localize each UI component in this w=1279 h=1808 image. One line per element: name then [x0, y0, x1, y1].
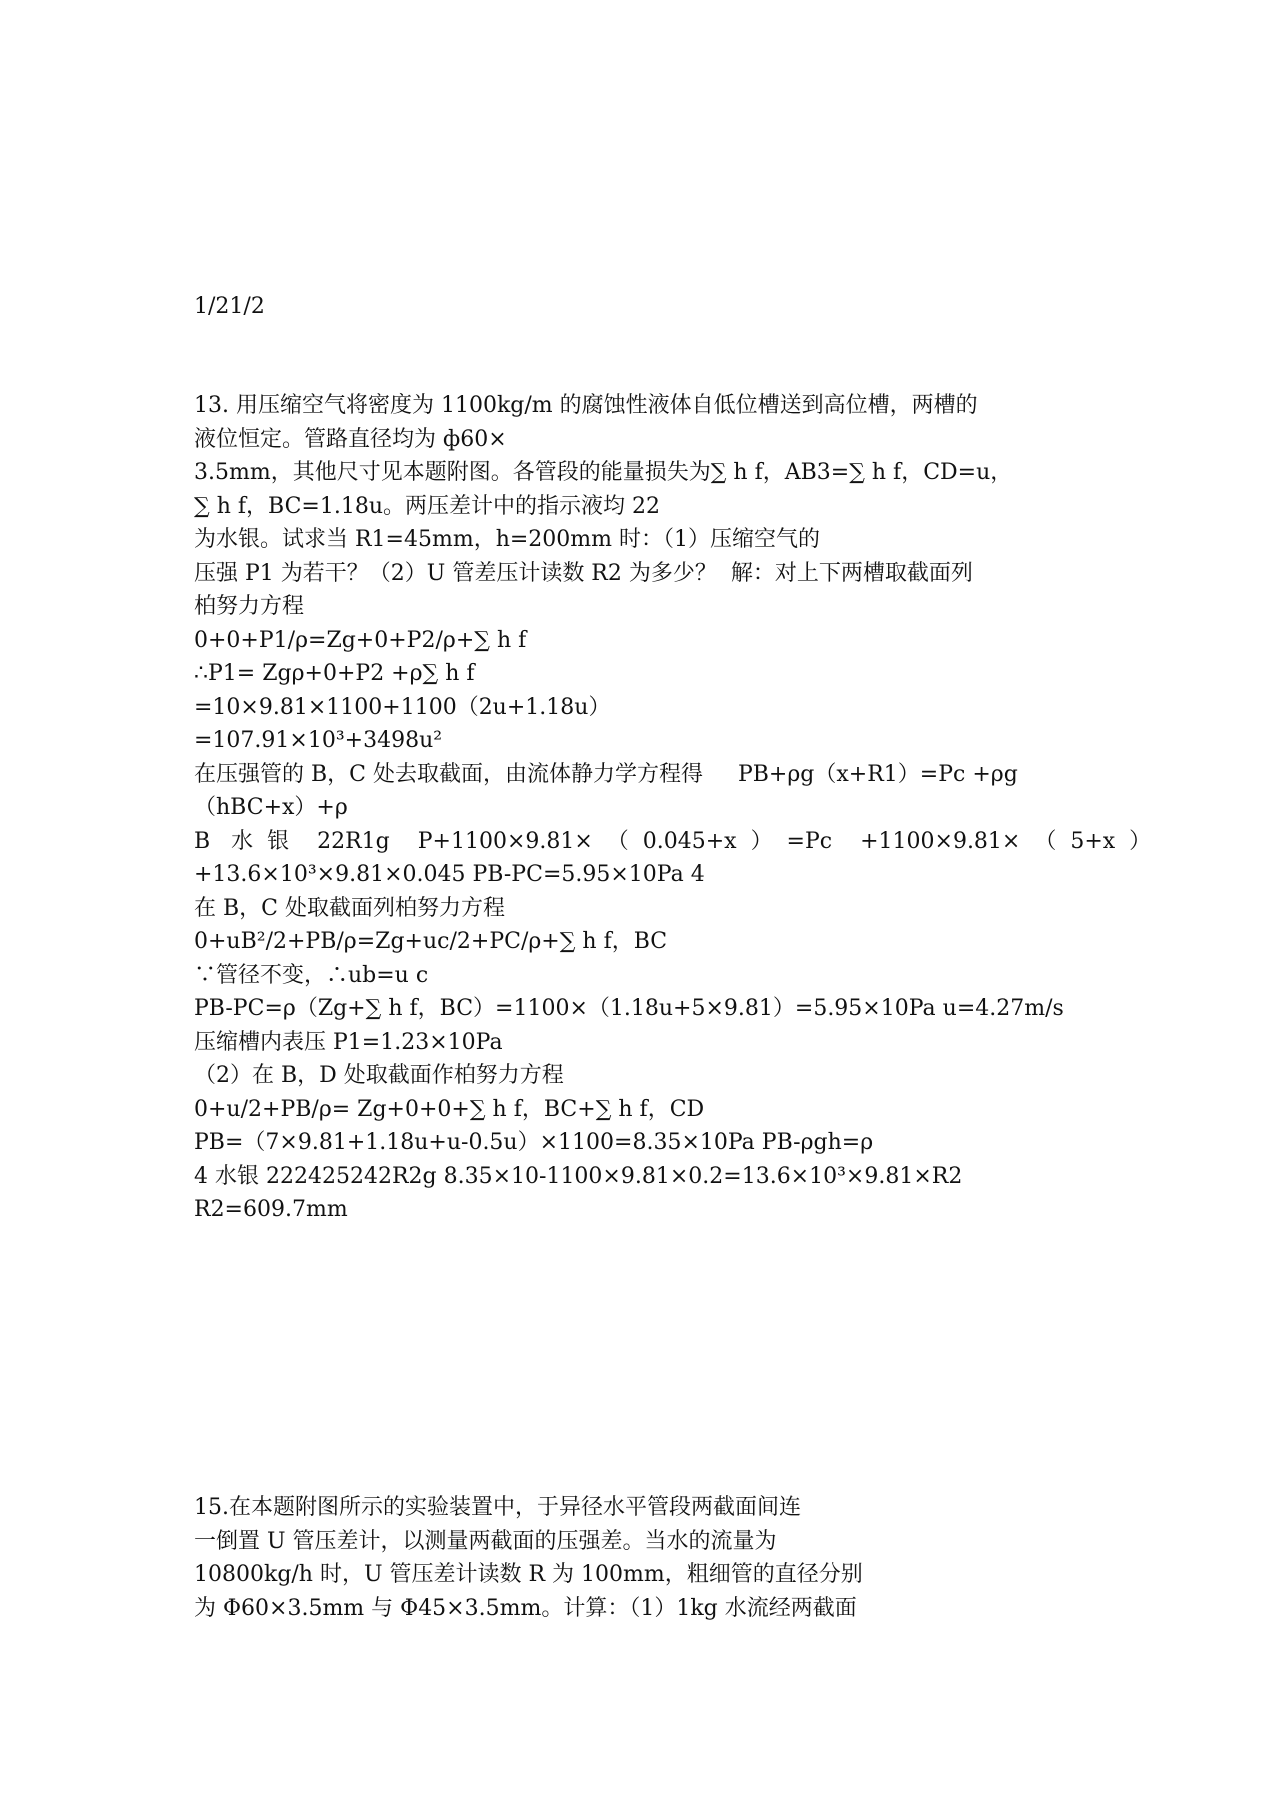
text-line: =10×9.81×1100+1100（2u+1.18u）: [194, 694, 611, 720]
text-line: R2=609.7mm: [194, 1197, 348, 1222]
text-line: 为水银。试求当 R1=45mm，h=200mm 时：（1）压缩空气的: [194, 527, 821, 552]
text-line: 一倒置 U 管压差计，以测量两截面的压强差。当水的流量为: [194, 1528, 777, 1554]
text-line: 在压强管的 B，C 处去取截面，由流体静力学方程得 PB+ρg（x+R1）=Pc +ρg: [194, 761, 1018, 787]
text-line: 15.在本题附图所示的实验装置中，于异径水平管段两截面间连: [194, 1495, 801, 1520]
text-line: 0+uB²/2+PB/ρ=Zg+uc/2+PC/ρ+∑ h f，BC: [194, 929, 668, 954]
text-line: PB-PC=ρ（Zg+∑ h f，BC）=1100×（1.18u+5×9.81）=5.95×10Pa u=4.27m/s: [194, 996, 1064, 1021]
text-line: =107.91×10³+3498u²: [194, 728, 443, 753]
problem-15: [194, 1491, 1094, 1625]
text-line: 4 水银 222425242R2g 8.35×10-1100×9.81×0.2=13.6×10³×9.81×R2: [194, 1163, 963, 1189]
text-line: 3.5mm，其他尺寸见本题附图。各管段的能量损失为∑ h f，AB3=∑ h f，CD=u，: [194, 460, 1013, 485]
problem-13: [194, 389, 1152, 1227]
text-line: 在 B，C 处取截面列柏努力方程: [194, 895, 505, 921]
text-line: 10800kg/h 时，U 管压差计读数 R 为 100mm，粗细管的直径分别: [194, 1562, 863, 1587]
text-line: ∑ h f，BC=1.18u。两压差计中的指示液均 22: [194, 493, 660, 519]
text-line: （2）在 B，D 处取截面作柏努力方程: [194, 1063, 564, 1088]
text-line: 0+0+P1/ρ=Zg+0+P2/ρ+∑ h f: [194, 627, 527, 653]
text-line: 液位恒定。管路直径均为 ф60×: [194, 426, 507, 452]
text-line: 0+u/2+PB/ρ= Zg+0+0+∑ h f，BC+∑ h f，CD: [194, 1096, 705, 1122]
text-line: 柏努力方程: [194, 594, 305, 619]
text-line: PB=（7×9.81+1.18u+u-0.5u）×1100=8.35×10Pa PB-ρgh=ρ: [194, 1130, 874, 1155]
text-line: 为 Φ60×3.5mm 与 Φ45×3.5mm。计算：（1）1kg 水流经两截面: [194, 1595, 857, 1621]
text-line: （hBC+x）+ρ: [194, 795, 348, 820]
text-line: +13.6×10³×9.81×0.045 PB-PC=5.95×10Pa 4: [194, 862, 705, 887]
page-date: 1/21/2: [194, 294, 265, 319]
text-line: 压强 P1 为若干？（2）U 管差压计读数 R2 为多少？ 解：对上下两槽取截面列: [194, 560, 973, 586]
text-line: ∵管径不变，∴ub=u c: [194, 962, 429, 988]
text-line: ∴P1= Zgρ+0+P2 +ρ∑ h f: [194, 661, 475, 686]
text-line: 压缩槽内表压 P1=1.23×10Pa: [194, 1029, 503, 1055]
text-line: 13. 用压缩空气将密度为 1100kg/m 的腐蚀性液体自低位槽送到高位槽，两槽的: [194, 393, 978, 418]
text-line: B 水 银 22R1g P+1100×9.81× （ 0.045+x ） =Pc +1100×9.81× （ 5+x ）: [194, 828, 1152, 854]
